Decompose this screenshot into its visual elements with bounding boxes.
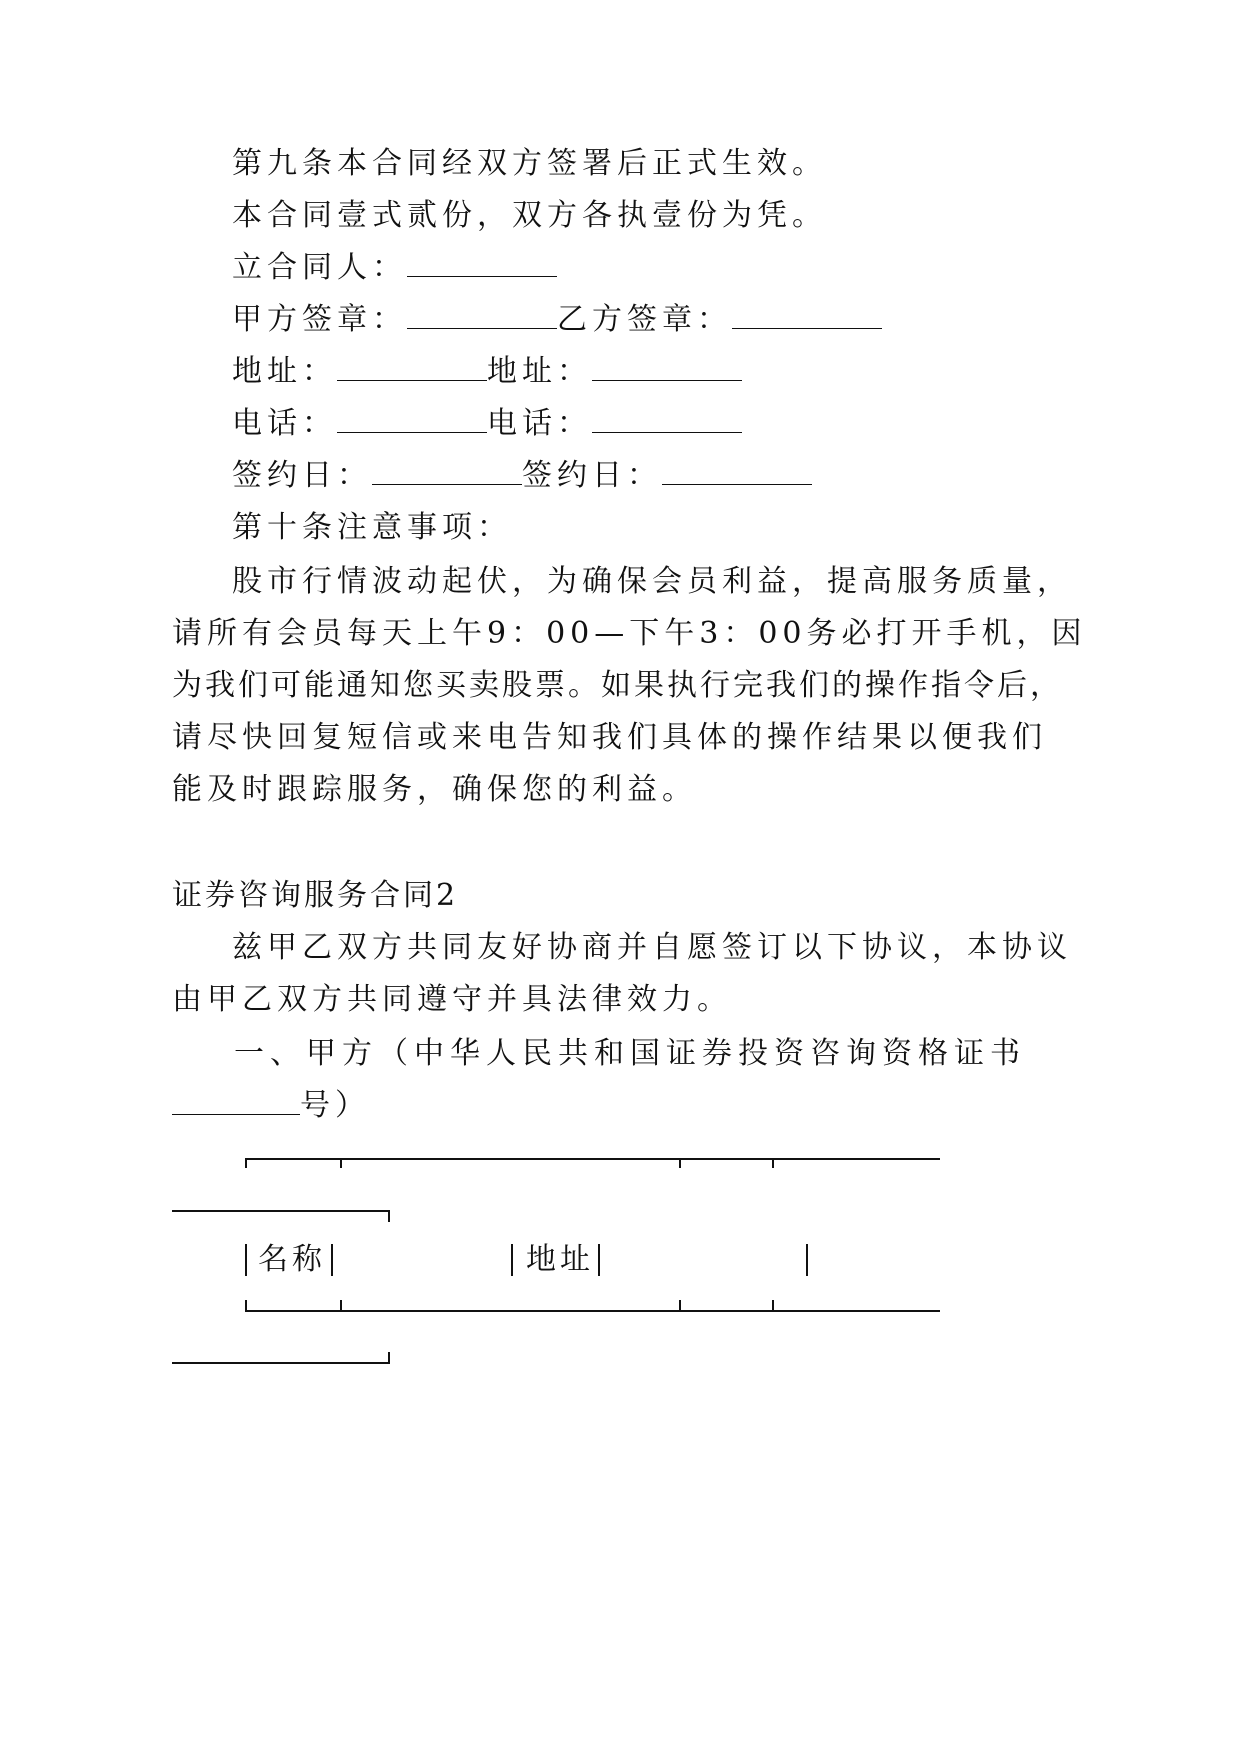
table-bottom-border-wrap — [172, 1362, 389, 1364]
table-row-bar-4 — [598, 1244, 600, 1276]
copies-clause: 本合同壹式贰份，双方各执壹份为凭。 — [232, 198, 827, 233]
phone-b-blank — [592, 406, 742, 433]
table-bottom-border — [245, 1310, 940, 1312]
phone-a-label: 电话： — [232, 406, 337, 441]
party-a-sign-label: 甲方签章： — [232, 302, 407, 337]
table-top-left-corner — [245, 1158, 247, 1168]
table-bottom-tick-1 — [340, 1300, 342, 1310]
phone-line — [232, 404, 742, 444]
address-a-label: 地址： — [232, 354, 337, 389]
article-10: 第十条注意事项： — [232, 510, 512, 545]
intro-line-2: 由甲乙双方共同遵守并具法律效力。 — [172, 982, 732, 1017]
date-a-blank — [372, 458, 522, 485]
address-a-blank — [337, 354, 487, 381]
phone-b-label: 电话： — [487, 406, 592, 441]
notice-line-2: 请所有会员每天上午9：00—下午3：00务必打开手机，因 — [172, 616, 1087, 651]
date-b-label: 签约日： — [522, 458, 662, 493]
table-top-tick-1 — [340, 1158, 342, 1168]
signer-blank — [407, 250, 557, 277]
table-row-bar-1 — [245, 1244, 247, 1276]
table-row-bar-5 — [806, 1244, 808, 1276]
party-a-line-2 — [172, 1086, 370, 1126]
notice-line-3: 为我们可能通知您买卖股票。如果执行完我们的操作指令后， — [172, 668, 1063, 703]
notice-line-1: 股市行情波动起伏，为确保会员利益，提高服务质量， — [232, 564, 1072, 599]
table-bottom-tick-3 — [772, 1300, 774, 1310]
table-name-label: 名称 — [258, 1242, 326, 1277]
notice-line-5: 能及时跟踪服务，确保您的利益。 — [172, 772, 697, 807]
certificate-number-blank — [172, 1088, 300, 1115]
table-top-right-corner — [388, 1210, 390, 1222]
table-row-bar-2 — [331, 1244, 333, 1276]
date-b-blank — [662, 458, 812, 485]
date-line — [232, 456, 812, 496]
table-bottom-left-corner — [245, 1300, 247, 1310]
table-top-tick-2 — [679, 1158, 681, 1168]
party-a-sign-blank — [407, 302, 557, 329]
party-a-line-1: 一、甲方（中华人民共和国证券投资咨询资格证书 — [234, 1036, 1026, 1071]
notice-line-4: 请尽快回复短信或来电告知我们具体的操作结果以便我们 — [172, 720, 1047, 755]
table-top-border-wrap — [172, 1210, 389, 1212]
article-9: 第九条本合同经双方签署后正式生效。 — [232, 146, 827, 181]
party-b-sign-label: 乙方签章： — [557, 302, 732, 337]
signer-line — [232, 248, 557, 288]
table-row-bar-3 — [511, 1244, 513, 1276]
address-b-label: 地址： — [487, 354, 592, 389]
table-bottom-tick-2 — [679, 1300, 681, 1310]
certificate-number-suffix: 号） — [300, 1088, 370, 1123]
phone-a-blank — [337, 406, 487, 433]
contract-2-title: 证券咨询服务合同2 — [172, 878, 459, 913]
table-top-border — [245, 1158, 940, 1160]
signer-label: 立合同人： — [232, 250, 407, 285]
address-b-blank — [592, 354, 742, 381]
signature-line — [232, 300, 882, 340]
address-line — [232, 352, 742, 392]
party-b-sign-blank — [732, 302, 882, 329]
intro-line-1: 兹甲乙双方共同友好协商并自愿签订以下协议，本协议 — [232, 930, 1072, 965]
table-address-label: 地址 — [526, 1242, 594, 1277]
date-a-label: 签约日： — [232, 458, 372, 493]
table-top-tick-3 — [772, 1158, 774, 1168]
